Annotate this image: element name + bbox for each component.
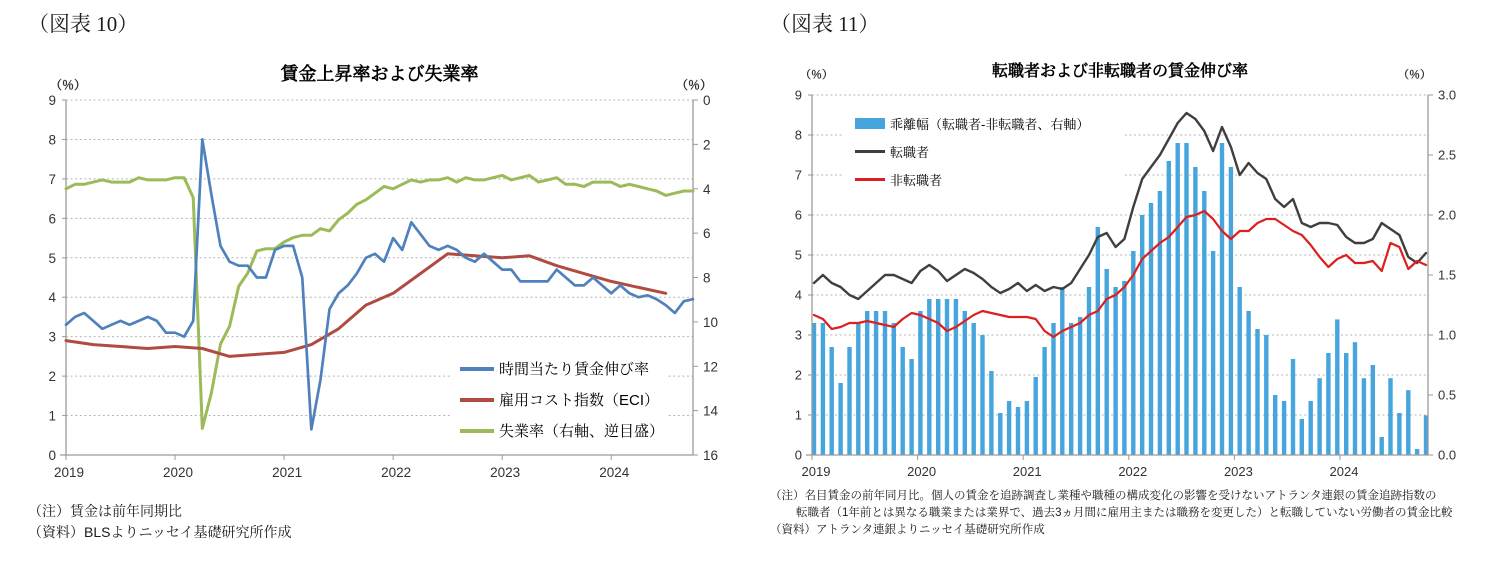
svg-text:2: 2 [703,137,711,153]
fig11-notes [770,488,1494,539]
svg-text:2: 2 [794,367,802,383]
fig10-note-line: （注）賃金は前年同期比 [28,503,182,519]
red-line-swatch [460,398,494,402]
fig11-note-line2: 転職者（1年前とは異なる職業または業界で、過去3ヵ月間に雇用主または職務を変更した）と転職していない労働者の賃金比較 [796,507,1453,519]
svg-text:0.0: 0.0 [1438,447,1457,463]
fig10-header: （図表 10） [28,12,139,36]
svg-text:1.5: 1.5 [1438,267,1457,283]
svg-text:3: 3 [48,329,56,345]
svg-text:2024: 2024 [1329,464,1359,479]
legend-label: 乖離幅（転職者-非転職者、右軸） [890,116,1090,132]
svg-text:2021: 2021 [272,465,303,480]
legend-item-gap [855,109,1123,137]
svg-text:8: 8 [794,127,802,143]
legend-item-unemployment [460,415,668,446]
black-line-swatch [855,150,885,153]
fig11-header: （図表 11） [770,12,880,36]
fig10-left-axis-unit: （％） [50,78,87,92]
fig11-title: 転職者および非転職者の賃金伸び率 [991,63,1248,80]
svg-text:14: 14 [703,403,719,419]
svg-text:3.0: 3.0 [1438,87,1457,103]
svg-text:6: 6 [794,207,802,223]
svg-text:2024: 2024 [599,465,630,480]
svg-text:2023: 2023 [490,465,521,480]
svg-text:2021: 2021 [1012,464,1042,479]
legend-item-eci [460,384,668,415]
svg-text:5: 5 [48,250,56,266]
fig11-note-line1: （注）名目賃金の前年同月比。個人の賃金を追跡調査し業種や職種の構成変化の影響を受けないアトランタ連銀の賃金追跡指数の [770,490,1437,502]
svg-text:1: 1 [794,407,802,423]
svg-text:9: 9 [48,93,56,108]
svg-text:2020: 2020 [163,465,194,480]
svg-text:8: 8 [48,132,56,148]
svg-text:2.5: 2.5 [1438,147,1457,163]
svg-text:0: 0 [703,93,711,108]
fig11-right-axis-unit: （％） [1398,69,1431,81]
svg-text:6: 6 [48,211,56,227]
svg-text:7: 7 [48,171,56,187]
bar-swatch [855,118,885,129]
fig10-right-axis-unit: （％） [676,78,713,92]
svg-text:1.0: 1.0 [1438,327,1457,343]
legend-label: 雇用コスト指数（ECI） [499,392,660,409]
legend-label: 失業率（右軸、逆目盛） [499,423,665,440]
legend-item-stayers [855,165,1123,193]
fig10-title: 賃金上昇率および失業率 [280,64,479,84]
svg-text:2: 2 [48,369,56,385]
fig10-source-line: （資料）BLSよりニッセイ基礎研究所作成 [28,524,292,540]
blue-line-swatch [460,367,494,371]
svg-text:2019: 2019 [53,465,85,480]
svg-text:3: 3 [794,327,802,343]
svg-text:0: 0 [794,447,802,463]
red-line-swatch [855,178,885,181]
svg-text:2019: 2019 [801,464,831,479]
fig11-legend [843,107,1123,195]
fig11-left-axis-unit: （％） [800,69,833,81]
legend-item-hourly-wage [460,353,668,384]
svg-text:6: 6 [703,226,711,242]
svg-text:0.5: 0.5 [1438,387,1457,403]
legend-label: 非転職者 [890,172,943,188]
legend-label: 転職者 [890,144,930,160]
svg-text:1: 1 [48,408,56,424]
fig11-source-line: （資料）アトランタ連銀よりニッセイ基礎研究所作成 [770,524,1045,536]
legend-label: 時間当たり賃金伸び率 [499,361,650,378]
svg-text:16: 16 [703,448,719,463]
svg-text:2022: 2022 [381,465,412,480]
legend-item-switchers [855,137,1123,165]
svg-text:2.0: 2.0 [1438,207,1457,223]
svg-text:4: 4 [794,287,802,303]
svg-text:0: 0 [48,448,56,463]
fig10-legend [452,349,668,450]
svg-text:2022: 2022 [1118,464,1148,479]
svg-text:12: 12 [703,359,719,375]
svg-text:7: 7 [794,167,802,183]
svg-text:5: 5 [794,247,802,263]
svg-text:4: 4 [48,290,56,306]
svg-text:8: 8 [703,270,711,286]
svg-text:9: 9 [794,87,802,103]
green-line-swatch [460,429,494,433]
svg-text:2020: 2020 [907,464,937,479]
fig10-notes [28,501,291,543]
svg-text:2023: 2023 [1223,464,1253,479]
svg-text:4: 4 [703,181,711,197]
svg-text:10: 10 [703,314,719,330]
